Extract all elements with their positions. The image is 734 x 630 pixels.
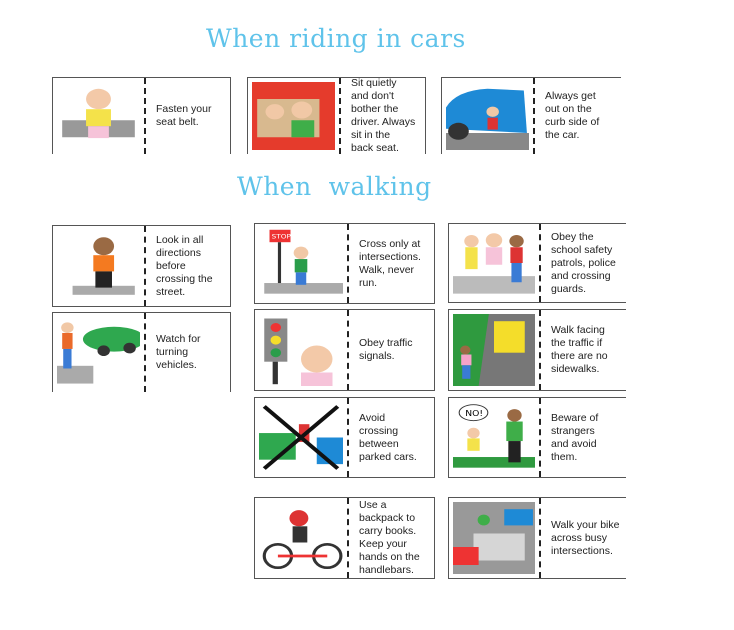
safety-tip-card — [254, 497, 435, 579]
cut-line — [539, 224, 541, 302]
crossed-parked-cars-icon — [259, 402, 343, 473]
safety-tip-card — [448, 309, 626, 391]
safety-tip-card — [52, 77, 231, 154]
turning-car-icon — [57, 317, 140, 388]
safety-patrol-icon — [453, 228, 535, 298]
cut-line — [144, 226, 146, 306]
walk-facing-traffic-icon — [453, 314, 535, 386]
svg-text:STOP: STOP — [271, 233, 291, 241]
safety-tip-text: Cross only at intersections. Walk, never run. — [359, 237, 421, 289]
section-title-cars: When riding in cars — [206, 24, 466, 53]
cut-line — [339, 78, 341, 154]
safety-tip-card — [52, 312, 231, 392]
traffic-light-icon — [259, 314, 343, 386]
cut-line — [144, 313, 146, 392]
cut-line — [347, 224, 349, 303]
safety-tip-text: Beware of strangers and avoid them. — [551, 411, 599, 463]
safety-tip-text: Obey the school safety patrols, police and crossing guards. — [551, 230, 616, 295]
safety-tip-text: Fasten your seat belt. — [156, 103, 212, 128]
stranger-icon — [453, 402, 535, 473]
safety-tip-card — [448, 397, 626, 478]
safety-tip-card — [254, 397, 435, 478]
stop-sign-crosswalk-icon — [259, 228, 343, 299]
safety-tip-text: Watch for turning vehicles. — [156, 333, 201, 371]
safety-tip-card — [247, 77, 426, 154]
cut-line — [347, 310, 349, 390]
safety-tip-text: Sit quietly and don't bother the driver. Always sit in the back seat. — [351, 77, 416, 154]
safety-tip-text: Always get out on the curb side of the car. — [545, 90, 600, 141]
safety-tip-card — [441, 77, 621, 154]
safety-tip-text: Avoid crossing between parked cars. — [359, 411, 417, 463]
bike-helmet-icon — [259, 502, 343, 574]
cut-line — [539, 498, 541, 578]
safety-tip-card — [448, 223, 626, 303]
cut-line — [533, 78, 535, 154]
safety-tip-card — [448, 497, 626, 579]
cut-line — [347, 498, 349, 578]
safety-tip-text: Use a backpack to carry books. Keep your hands on the handlebars. — [359, 499, 420, 576]
safety-tip-text: Walk your bike across busy intersections. — [551, 518, 620, 557]
boy-looking-around-icon — [57, 230, 140, 302]
cut-line — [347, 398, 349, 477]
section-title-walking: When walking — [237, 172, 432, 201]
kids-in-back-seat-icon — [252, 82, 335, 150]
safety-tip-card — [52, 225, 231, 307]
safety-tip-text: Obey traffic signals. — [359, 337, 413, 362]
safety-tip-card — [254, 223, 435, 304]
walk-bike-icon — [453, 502, 535, 574]
svg-text:NO!: NO! — [465, 409, 484, 419]
safety-tip-text: Walk facing the traffic if there are no sidewalks. — [551, 324, 608, 375]
safety-tip-text: Look in all directions before crossing the street. — [156, 233, 213, 298]
safety-tip-card — [254, 309, 435, 391]
cut-line — [539, 310, 541, 390]
cut-line — [539, 398, 541, 477]
cut-line — [144, 78, 146, 154]
child-exiting-car-icon — [446, 82, 529, 150]
girl-seatbelt-icon — [57, 82, 140, 150]
